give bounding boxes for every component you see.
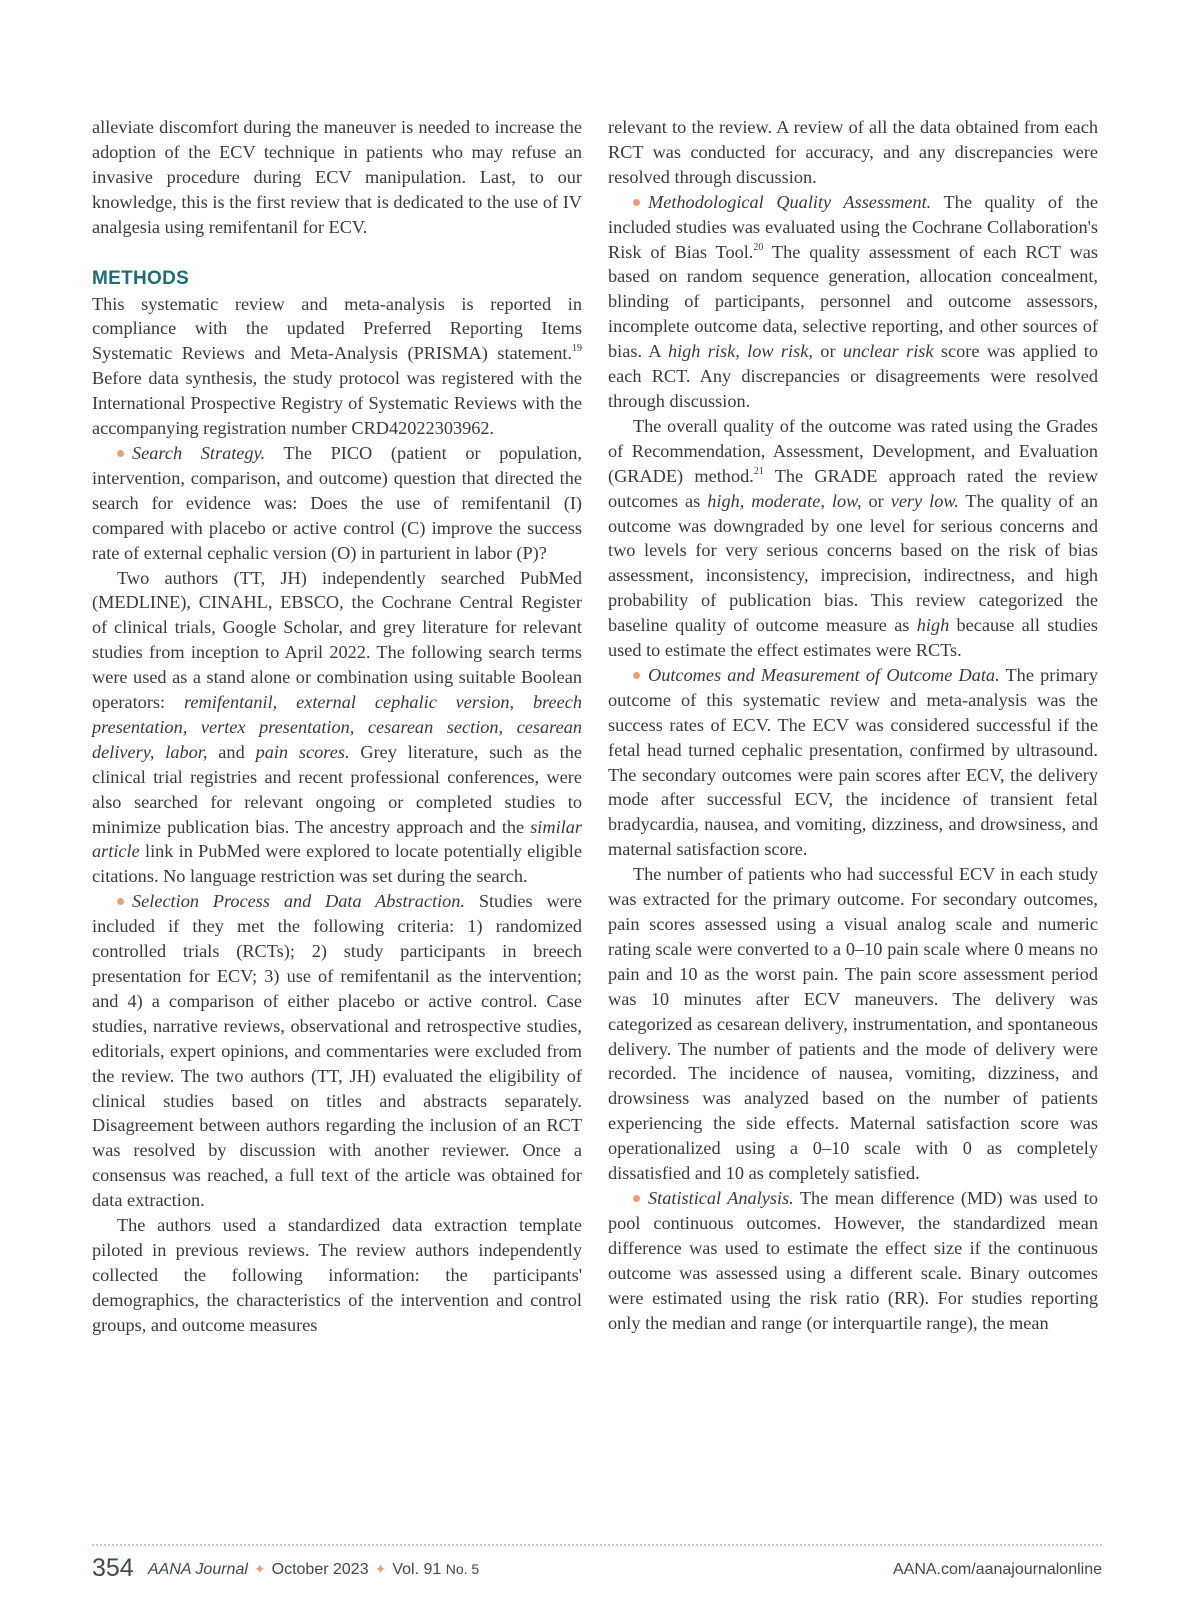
bullet-icon (633, 672, 640, 679)
bullet-icon (633, 1195, 640, 1202)
intro-paragraph: alleviate discomfort during the maneuver is needed to increase the adoption of the ECV technique in patients who may refuse an invasive procedure during ECV manipulation. Last, to our knowledge, this is the first review that is dedicated to the use of IV analgesia using remifentanil for ECV. (92, 117, 582, 237)
bullet-icon (633, 199, 640, 206)
search-strategy-subheading: Search Strategy. (132, 442, 266, 463)
methods-paragraph: This systematic review and meta-analysis is reported in compliance with the updated Preferred Reporting Items Systematic Reviews and Meta-Analysis (PRISMA) statement.$^{19}$ Before data synthesis, the study protocol was registered with the International Prospective Registry of Systematic Reviews with the accompanying registration number CRD42022303962. (92, 293, 582, 439)
outcomes-subheading: Outcomes and Measurement of Outcome Data. (648, 664, 1000, 685)
citation-20: 20 (753, 241, 764, 253)
quality-paragraph: Methodological Quality Assessment. The quality of the included studies was evaluated using the Cochrane Collaboration's Risk of Bias Tool.$^{20}$ The quality assessment of each RCT was based on random sequence generation, allocation concealment, blinding of participants, personnel and outcome assessors, incomplete outcome data, selective reporting, and other sources of bias. A high risk, low risk, or unclear risk score was applied to each RCT. Any discrepancies or disagreements were resolved through discussion. (608, 191, 1099, 411)
search-strategy-paragraph: Search Strategy. The PICO (patient or population, intervention, comparison, and outcome) question that directed the search for evidence was: Does the use of remifentanil (I) compared with placebo or active control (C) improve the success rate of external cephalic version (O) in parturient in labor (P)? (92, 442, 583, 563)
footer-divider (92, 1544, 1102, 1546)
diamond-separator-icon: ✦ (374, 1561, 387, 1577)
bullet-icon (117, 450, 124, 457)
grade-paragraph: The overall quality of the outcome was rated using the Grades of Recommendation, Assessment, Development, and Evaluation (GRADE) method.$^{21}$ The GRADE approach rated the review outcomes as high, moderate, low, or very low. The quality of an outcome was downgraded by one level for serious concerns and two levels for very serious concerns based on the risk of bias assessment, inconsistency, imprecision, indirectness, and high probability of publication bias. This review categorized the baseline quality of outcome measure as high because all studies used to estimate the effect estimates were RCTs. (608, 415, 1099, 661)
issue-number: No. 5 (445, 1561, 480, 1577)
extraction-paragraph: The authors used a standardized data extraction template piloted in previous reviews. The review authors independently collected the following information: the participants' demographics, the characteristics of the intervention and control groups, and outcome measures (92, 1215, 582, 1335)
continued-paragraph: relevant to the review. A review of all the data obtained from each RCT was conducted for accuracy, and any discrepancies were resolved through discussion. (608, 117, 1098, 187)
bullet-icon (117, 898, 124, 905)
methods-heading: METHODS (92, 267, 190, 289)
selection-paragraph: Selection Process and Data Abstraction. Studies were included if they met the following criteria: 1) randomized controlled trials (RCTs); 2) study participants in breech presentation for ECV; 3) use of remifentanil as the intervention; and 4) a comparison of either placebo or active control. Case studies, narrative reviews, observational and retrospective studies, editorials, expert opinions, and commentaries were excluded from the review. The two authors (TT, JH) evaluated the eligibility of clinical studies based on titles and abstracts separately. Disagreement between authors regarding the inclusion of an RCT was resolved by discussion with another reviewer. Once a consensus was reached, a full text of the article was obtained for data extraction. (92, 891, 582, 1211)
outcomes-detail-paragraph: The number of patients who had successful ECV in each study was extracted for the primary outcome. For secondary outcomes, pain scores assessed using a visual analog scale and numeric rating scale were converted to a 0–10 pain scale where 0 means no pain and 10 as the worst pain. The pain score assessment period was 10 minutes after ECV maneuvers. The delivery was categorized as cesarean delivery, instrumentation, and spontaneous delivery. The number of patients and the mode of delivery were recorded. The incidence of nausea, vomiting, dizziness, and drowsiness was analyzed based on the number of patients experiencing the side effects. Maternal satisfaction score was operationalized using a 0–10 scale with 0 as completely dissatisfied and 10 as completely satisfied. (608, 864, 1098, 1184)
page-footer (92, 1554, 1102, 1588)
page-number: 354 (92, 1554, 134, 1582)
quality-subheading: Methodological Quality Assessment. (648, 191, 932, 212)
statistics-paragraph: Statistical Analysis. The mean difference (MD) was used to pool continuous outcomes. However, the standardized mean difference was used to estimate the effect size if the continuous outcome was assessed using a different scale. Binary outcomes were estimated using the risk ratio (RR). For studies reporting only the median and range (or interquartile range), the mean (608, 1187, 1098, 1333)
citation-19: 19 (572, 343, 582, 355)
issue-date: October 2023 (271, 1561, 369, 1578)
journal-website: AANA.com/aanajournalonline (892, 1561, 1102, 1578)
statistics-subheading: Statistical Analysis. (648, 1187, 794, 1208)
search-terms-paragraph: Two authors (TT, JH) independently searched PubMed (MEDLINE), CINAHL, EBSCO, the Cochrane Central Register of clinical trials, Google Scholar, and grey literature for relevant studies from inception to April 2022. The following search terms were used as a stand alone or combination using suitable Boolean operators: remifentanil, external cephalic version, breech presentation, vertex presentation, cesarean section, cesarean delivery, labor, and pain scores. Grey literature, such as the clinical trial registries and recent professional conferences, were also searched for relevant ongoing or completed studies to minimize publication bias. The ancestry approach and the similar article link in PubMed were explored to locate potentially eligible citations. No language restriction was set during the search. (92, 567, 582, 887)
left-column (92, 115, 582, 1338)
outcomes-paragraph: Outcomes and Measurement of Outcome Data. The primary outcome of this systematic review and meta-analysis was the success rates of ECV. The ECV was considered successful if the fetal head turned cephalic presentation, confirmed by ultrasound. The secondary outcomes were pain scores after ECV, the delivery mode after successful ECV, the incidence of transient fetal bradycardia, nausea, and vomiting, dizziness, and drowsiness, and maternal satisfaction score. (608, 664, 1098, 860)
diamond-separator-icon: ✦ (253, 1561, 266, 1577)
journal-name: AANA Journal (148, 1561, 248, 1578)
right-column (608, 115, 1098, 1335)
citation-21: 21 (753, 465, 764, 477)
volume: Vol. 91 (392, 1561, 442, 1578)
selection-subheading: Selection Process and Data Abstraction. (132, 891, 465, 912)
journal-citation (148, 1561, 479, 1579)
